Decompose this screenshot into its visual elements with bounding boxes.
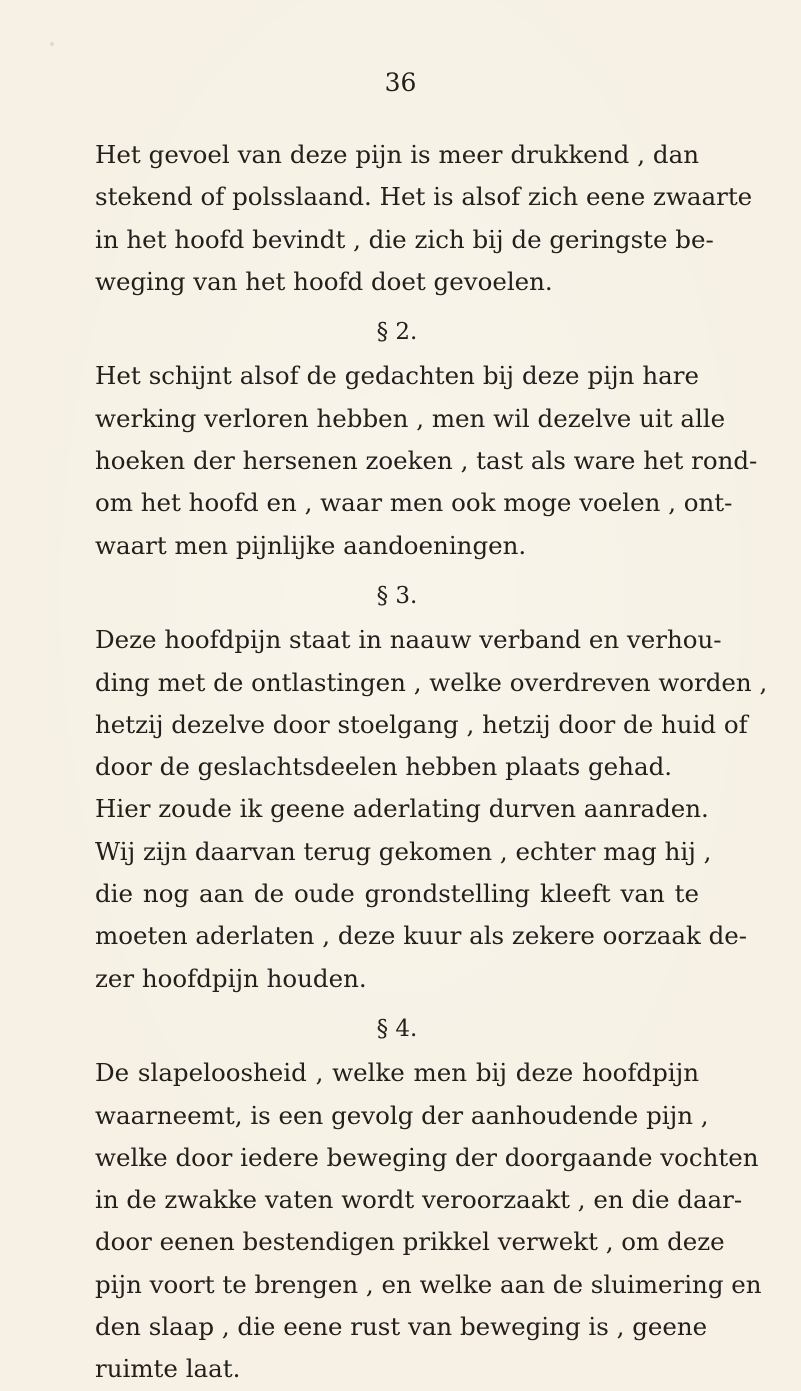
paragraph-1 bbox=[95, 134, 753, 303]
text-line: waarneemt, is een gevolg der aanhoudende pijn , bbox=[95, 1100, 709, 1130]
text-line: ding met de ontlastingen , welke overdreven worden , bbox=[95, 667, 768, 697]
text-line: Hier zoude ik geene aderlating durven aanraden. bbox=[95, 794, 709, 824]
text-line: in de zwakke vaten wordt veroorzaakt , en die daar- bbox=[95, 1185, 743, 1215]
section-heading-4: § 4. bbox=[376, 1015, 418, 1042]
text-line: werking verloren hebben , men wil dezelve uit alle bbox=[95, 403, 726, 433]
text-line: door eenen bestendigen prikkel verwekt , om deze bbox=[95, 1227, 725, 1257]
text-line: Het schijnt alsof de gedachten bij deze pijn hare bbox=[95, 361, 699, 391]
text-line: De slapeloosheid , welke men bij deze hoofdpijn bbox=[95, 1058, 699, 1088]
text-line: hetzij dezelve door stoelgang , hetzij door de huid of bbox=[95, 709, 748, 739]
page-number: 36 bbox=[384, 68, 417, 97]
paper-spot bbox=[50, 42, 54, 46]
text-line: hoeken der hersenen zoeken , tast als ware het rond- bbox=[95, 446, 758, 476]
paragraph-2 bbox=[95, 355, 758, 566]
section-heading-3: § 3. bbox=[376, 582, 418, 609]
text-line: door de geslachtsdeelen hebben plaats gehad. bbox=[95, 752, 673, 782]
text-line: weging van het hoofd doet gevoelen. bbox=[95, 266, 553, 296]
text-line: in het hoofd bevindt , die zich bij de geringste be- bbox=[95, 224, 714, 254]
paragraph-3 bbox=[95, 619, 768, 1000]
text-line: waart men pijnlijke aandoeningen. bbox=[95, 530, 527, 560]
page-body bbox=[95, 134, 768, 1391]
section-heading-2: § 2. bbox=[376, 319, 418, 346]
text-line: Het gevoel van deze pijn is meer drukkend , dan bbox=[95, 140, 699, 169]
text-line: om het hoofd en , waar men ook moge voelen , ont- bbox=[95, 488, 733, 518]
text-line: welke door iedere beweging der doorgaande vochten bbox=[95, 1142, 759, 1172]
text-line: zer hoofdpijn houden. bbox=[95, 963, 367, 993]
text-line: Deze hoofdpijn staat in naauw verband en verhou- bbox=[95, 625, 722, 655]
text-line: stekend of polsslaand. Het is alsof zich eene zwaarte bbox=[95, 182, 753, 212]
text-line: moeten aderlaten , deze kuur als zekere oorzaak de- bbox=[95, 921, 748, 951]
text-line: Wij zijn daarvan terug gekomen , echter mag hij , bbox=[95, 836, 712, 866]
text-line: die nog aan de oude grondstelling kleeft van te bbox=[95, 879, 699, 909]
text-line: pijn voort te brengen , en welke aan de sluimering en bbox=[95, 1269, 762, 1299]
paragraph-4 bbox=[95, 1052, 762, 1390]
text-line: ruimte laat. bbox=[95, 1354, 241, 1384]
text-line: den slaap , die eene rust van beweging is , geene bbox=[95, 1312, 708, 1342]
